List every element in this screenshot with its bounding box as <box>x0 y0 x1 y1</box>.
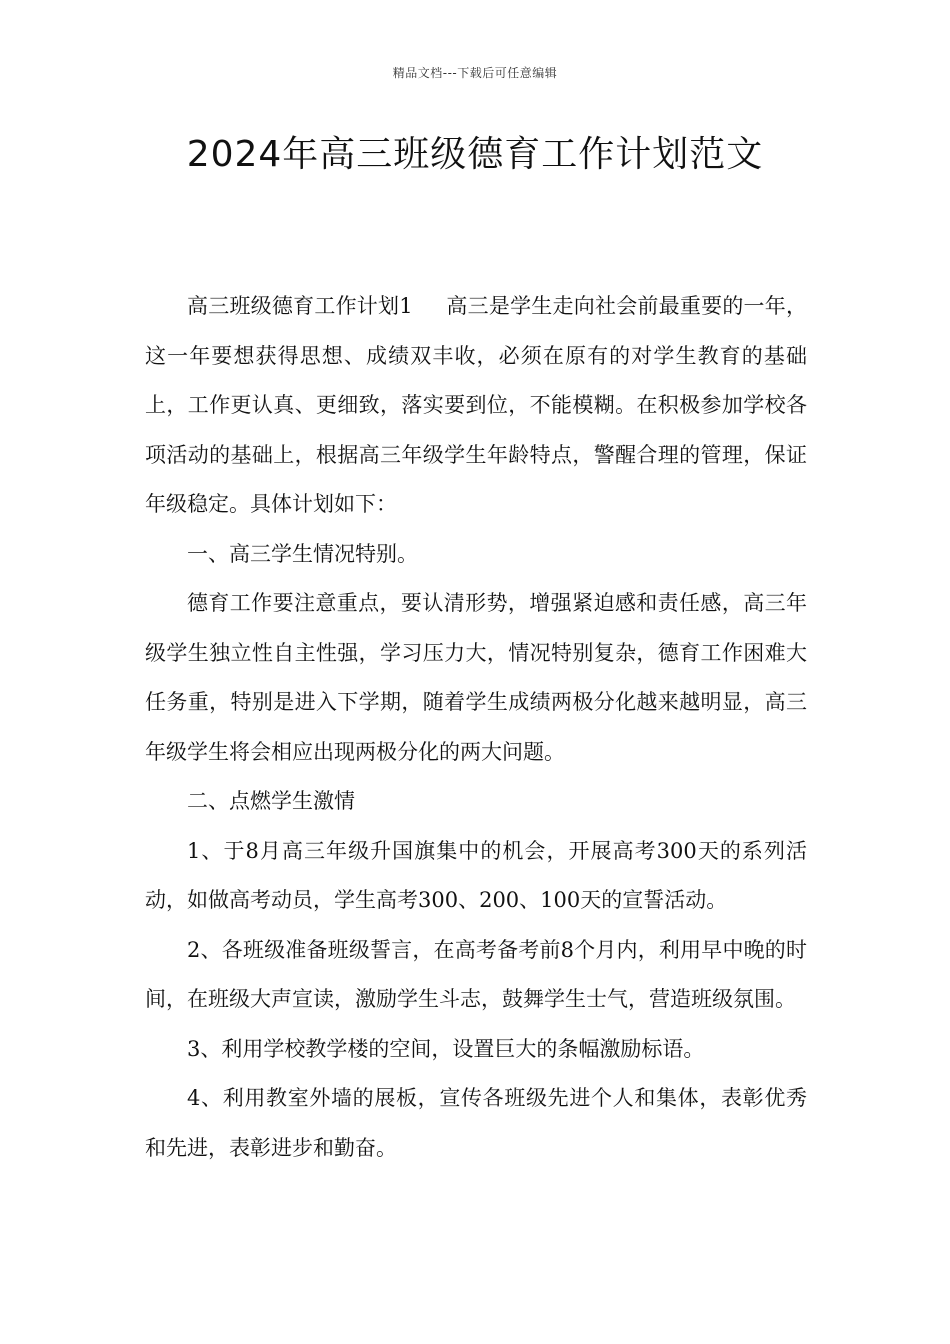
list-item-2: 2、各班级准备班级誓言，在高考备考前8个月内，利用早中晚的时间，在班级大声宣读，激励学生斗志，鼓舞学生士气，营造班级氛围。 <box>145 937 807 1011</box>
intro-label: 高三班级德育工作计划1 <box>187 294 413 318</box>
section-heading-2: 二、点燃学生激情 <box>187 789 355 813</box>
list-item-3: 3、利用学校教学楼的空间，设置巨大的条幅激励标语。 <box>187 1036 705 1061</box>
intro-paragraph <box>145 282 807 530</box>
list-item-4: 4、利用教室外墙的展板，宣传各班级先进个人和集体，表彰优秀和先进，表彰进步和勤奋。 <box>145 1086 807 1160</box>
document-body <box>145 282 807 1173</box>
section-heading-1: 一、高三学生情况特别。 <box>187 541 418 566</box>
body-paragraph: 德育工作要注意重点，要认清形势，增强紧迫感和责任感，高三年级学生独立性自主性强，学习压力大，情况特别复杂，德育工作困难大任务重，特别是进入下学期，随着学生成绩两极分化越来越明显，高三年级学生将会相应出现两极分化的两大问题。 <box>145 591 807 764</box>
list-item-1: 1、于8月高三年级升国旗集中的机会，开展高考300天的系列活动，如做高考动员，学生高考300、200、100天的宣誓活动。 <box>145 838 807 912</box>
document-title: 2024年高三班级德育工作计划范文 <box>186 134 764 175</box>
page-header-note: 精品文档---下载后可任意编辑 <box>392 66 558 80</box>
intro-text: 高三是学生走向社会前最重要的一年，这一年要想获得思想、成绩双丰收，必须在原有的对学生教育的基础上，工作更认真、更细致，落实要到位，不能模糊。在积极参加学校各项活动的基础上，根据高三年级学生年龄特点，警醒合理的管理，保证年级稳定。具体计划如下： <box>145 294 807 516</box>
